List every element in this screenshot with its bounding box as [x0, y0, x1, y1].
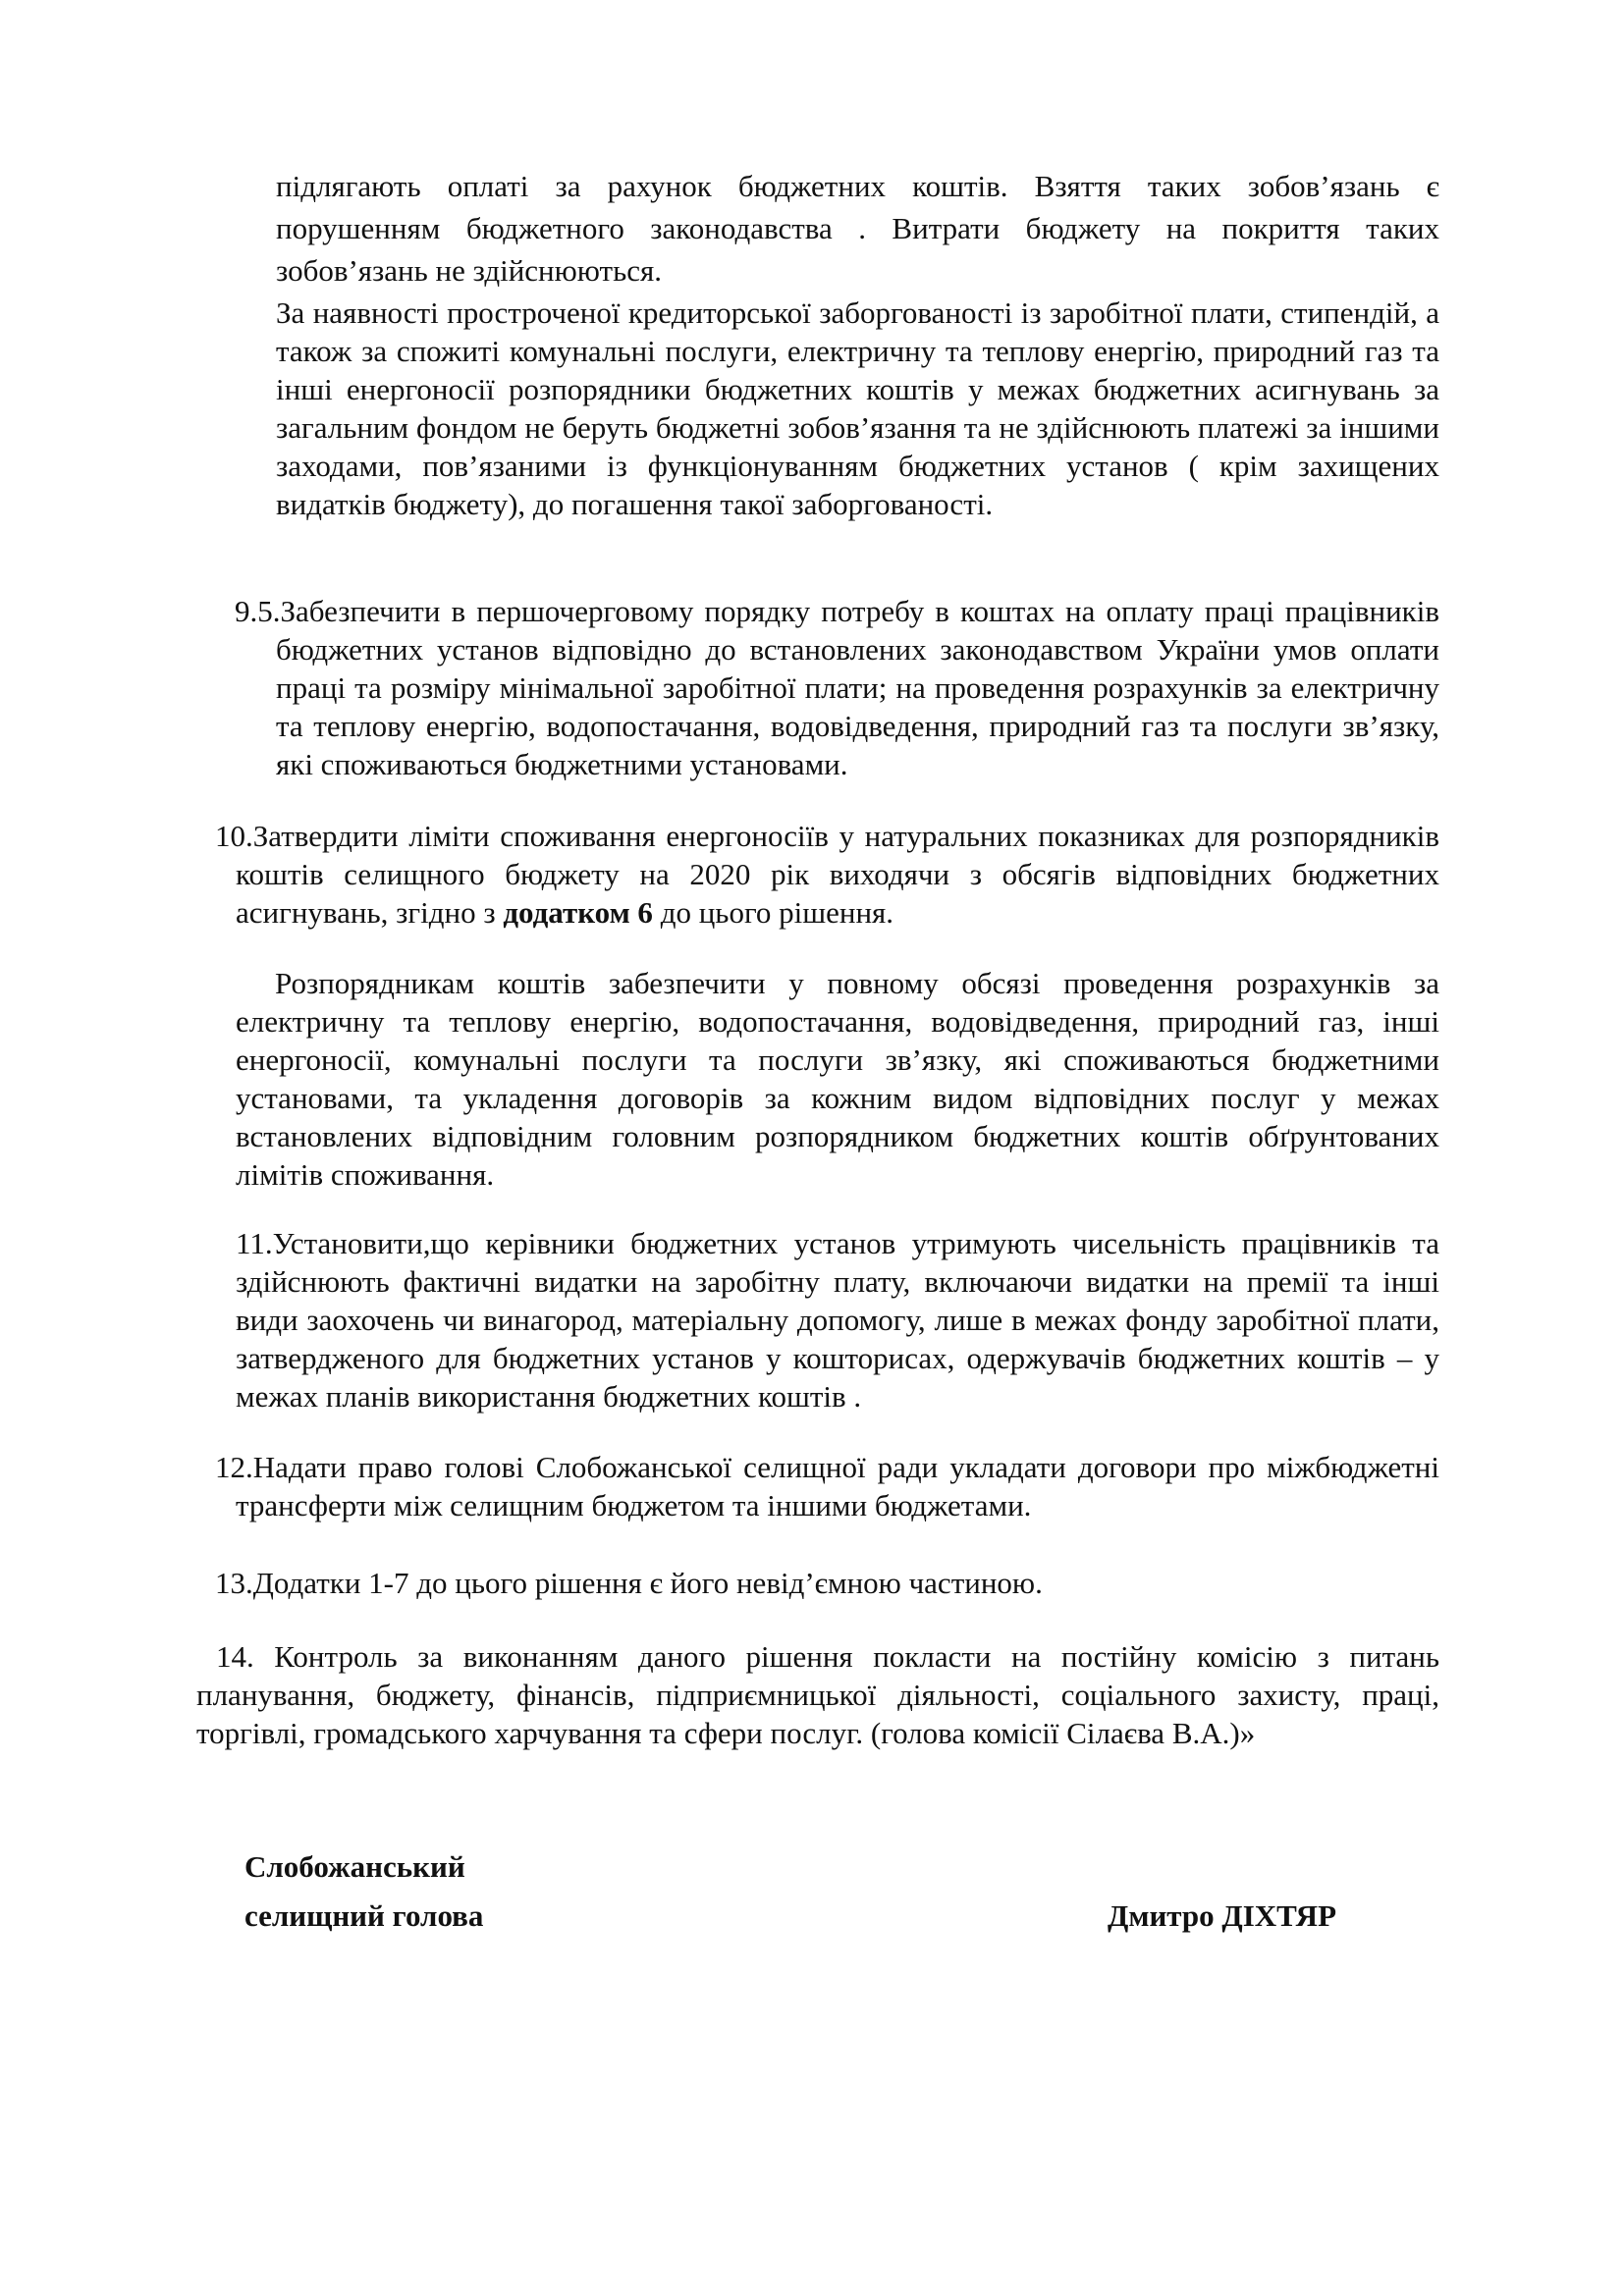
paragraph-9-5: 9.5.Забезпечити в першочерговому порядку потребу в коштах на оплату праці працівників бюджетних установ відповідно до встановлених законодавством України умов оплати праці та розміру мінімальної заробітної плати; на проведення розрахунків за електричну та теплову енергію, водопостачання, водовідведення, природний газ та послуги зв’язку, які споживаються бюджетними установами.: [235, 594, 1439, 781]
paragraph-13: 13.Додатки 1-7 до цього рішення є його невід’ємною частиною.: [215, 1566, 1043, 1600]
paragraph-11: 11.Установити,що керівники бюджетних установ утримують чисельність працівників та здійснюють фактичні видатки на заробітну плату, включаючи видатки на премії та інші види заохочень чи винагород, матеріальну допомогу, лише в межах фонду заробітної плати, затвердженого для бюджетних установ у кошторисах, одержувачів бюджетних коштів – у межах планів використання бюджетних коштів .: [236, 1226, 1439, 1414]
signature-title: [244, 1842, 755, 1941]
signature-title-line1: Слобожанський: [244, 1849, 465, 1884]
paragraph-14: 14. Контроль за виконанням даного рішення покласти на постійну комісію з питань планування, бюджету, фінансів, підприємницької діяльності, соціального захисту, праці, торгівлі, громадського харчування та сфери послуг. (голова комісії Сілаєва В.А.)»: [196, 1639, 1439, 1750]
paragraph-10-annex-ref: додатком 6: [503, 895, 653, 930]
paragraph-10-managers: Розпорядникам коштів забезпечити у повному обсязі проведення розрахунків за електричну та теплову енергію, водопостачання, водовідведення, природний газ, інші енергоносії, комунальні послуги та послуги зв’язку, які споживаються бюджетними установами, та укладення договорів за кожним видом відповідних послуг у межах встановлених відповідним головним розпорядником бюджетних коштів обґрунтованих лімітів споживання.: [236, 966, 1439, 1192]
paragraph-10: [215, 817, 1439, 932]
signature-name: Дмитро ДІХТЯР: [1108, 1898, 1336, 1933]
signature-title-line2: селищний голова: [244, 1898, 484, 1933]
paragraph-10-tail: до цього рішення.: [652, 895, 894, 930]
paragraph-arrears: За наявності простроченої кредиторської заборгованості із заробітної плати, стипендій, а також за спожиті комунальні послуги, електричну та теплову енергію, природний газ та інші енергоносії розпорядники бюджетних коштів у межах бюджетних асигнувань за загальним фондом не беруть бюджетні зобов’язання та не здійснюють платежі за іншими заходами, пов’язаними із функціонуванням бюджетних установ ( крім захищених видатків бюджету), до погашення такої заборгованості.: [276, 295, 1439, 521]
paragraph-10-text: 10.Затвердити ліміти споживання енергоносіїв у натуральних показниках для розпорядників коштів селищного бюджету на 2020 рік виходячи з обсягів відповідних бюджетних асигнувань, згідно з: [215, 819, 1439, 930]
paragraph-12: 12.Надати право голові Слобожанської селищної ради укладати договори про міжбюджетні трансферти між селищним бюджетом та іншими бюджетами.: [215, 1450, 1439, 1522]
paragraph-continuation: підлягають оплаті за рахунок бюджетних коштів. Взяття таких зобов’язань є порушенням бюджетного законодавства . Витрати бюджету на покриття таких зобов’язань не здійснюються.: [276, 169, 1439, 288]
